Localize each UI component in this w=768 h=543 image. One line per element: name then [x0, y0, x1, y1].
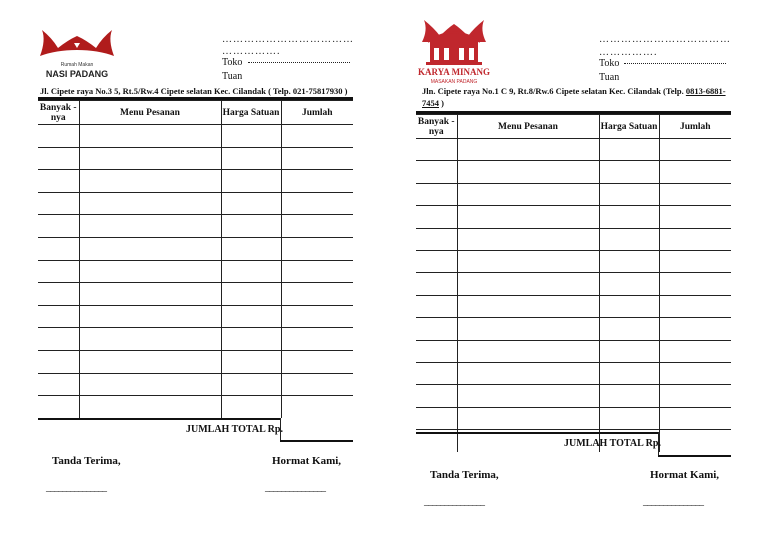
menu-cell[interactable] — [79, 350, 221, 373]
table-row — [416, 318, 731, 340]
amount-cell[interactable] — [281, 215, 353, 238]
qty-cell[interactable] — [416, 206, 457, 228]
tuan-label: Tuan — [599, 72, 620, 83]
table-row — [38, 125, 353, 148]
price-cell[interactable] — [599, 161, 659, 183]
toko-label: Toko — [599, 58, 620, 69]
logo-brand-text: KARYA MINANG — [418, 67, 490, 77]
amount-cell[interactable] — [659, 295, 731, 317]
amount-cell[interactable] — [659, 161, 731, 183]
price-cell[interactable] — [221, 237, 281, 260]
menu-cell[interactable] — [457, 273, 599, 295]
amount-cell[interactable] — [659, 430, 731, 452]
table-row — [38, 328, 353, 351]
menu-cell[interactable] — [79, 170, 221, 193]
price-cell[interactable] — [221, 350, 281, 373]
menu-cell[interactable] — [457, 385, 599, 407]
dotted-line-2: ……………. — [222, 46, 281, 57]
price-cell[interactable] — [599, 385, 659, 407]
price-cell[interactable] — [221, 125, 281, 148]
total-label: JUMLAH TOTAL Rp. — [186, 424, 283, 435]
price-cell[interactable] — [221, 396, 281, 419]
menu-cell[interactable] — [457, 407, 599, 429]
qty-cell[interactable] — [38, 215, 79, 238]
tuan-label: Tuan — [222, 71, 243, 82]
table-row — [416, 139, 731, 161]
signature-line-right[interactable]: _______________ — [265, 482, 325, 493]
price-cell[interactable] — [599, 139, 659, 161]
table-row — [38, 170, 353, 193]
menu-cell[interactable] — [79, 125, 221, 148]
menu-cell[interactable] — [457, 183, 599, 205]
menu-cell[interactable] — [79, 192, 221, 215]
menu-cell[interactable] — [457, 318, 599, 340]
table-row — [38, 192, 353, 215]
signature-line-left[interactable]: _______________ — [424, 496, 484, 507]
price-cell[interactable] — [599, 295, 659, 317]
col-menu: Menu Pesanan — [457, 115, 599, 139]
amount-cell[interactable] — [659, 228, 731, 250]
menu-cell[interactable] — [79, 305, 221, 328]
price-cell[interactable] — [221, 260, 281, 283]
menu-cell[interactable] — [457, 362, 599, 384]
address-line — [422, 86, 732, 96]
qty-cell[interactable] — [38, 305, 79, 328]
qty-cell[interactable] — [38, 147, 79, 170]
price-cell[interactable] — [221, 215, 281, 238]
table-row — [416, 340, 731, 362]
amount-cell[interactable] — [281, 305, 353, 328]
toko-label: Toko — [222, 57, 243, 68]
hormat-kami-label: Hormat Kami, — [650, 469, 720, 481]
signature-line-right[interactable]: _______________ — [643, 496, 703, 507]
qty-cell[interactable] — [38, 396, 79, 419]
address-text: Jln. Cipete raya No.1 C 9, Rt.8/Rw.6 Cipete selatan Kec. Cilandak (Telp. — [422, 86, 686, 96]
dotted-line-1: ……………………………… — [599, 34, 731, 45]
qty-cell[interactable] — [38, 170, 79, 193]
amount-cell[interactable] — [659, 407, 731, 429]
menu-cell[interactable] — [79, 328, 221, 351]
total-value-box[interactable] — [658, 432, 659, 455]
qty-cell[interactable] — [416, 340, 457, 362]
amount-cell[interactable] — [281, 328, 353, 351]
table-row — [38, 305, 353, 328]
col-menu: Menu Pesanan — [79, 101, 221, 125]
price-cell[interactable] — [221, 373, 281, 396]
col-banyak: Banyak -nya — [416, 115, 457, 139]
signature-line-left[interactable]: _______________ — [46, 482, 106, 493]
table-header-row — [38, 101, 353, 125]
table-row — [416, 295, 731, 317]
qty-cell[interactable] — [38, 260, 79, 283]
amount-cell[interactable] — [281, 350, 353, 373]
table-bottom-rule — [38, 418, 281, 420]
table-row — [416, 362, 731, 384]
qty-cell[interactable] — [416, 139, 457, 161]
table-row — [416, 183, 731, 205]
price-cell[interactable] — [599, 228, 659, 250]
menu-cell[interactable] — [457, 206, 599, 228]
toko-field-line[interactable] — [624, 63, 726, 65]
amount-cell[interactable] — [281, 396, 353, 419]
address-line-2 — [422, 98, 444, 108]
qty-cell[interactable] — [416, 161, 457, 183]
table-row — [416, 385, 731, 407]
menu-cell[interactable] — [457, 340, 599, 362]
table-row — [38, 373, 353, 396]
dotted-line-2: ……………. — [599, 47, 658, 58]
total-underline — [658, 455, 731, 457]
qty-cell[interactable] — [38, 125, 79, 148]
qty-cell[interactable] — [38, 192, 79, 215]
col-jumlah: Jumlah — [659, 115, 731, 139]
amount-cell[interactable] — [659, 385, 731, 407]
phone-part-2: 7454 — [422, 98, 439, 108]
amount-cell[interactable] — [659, 318, 731, 340]
amount-cell[interactable] — [281, 373, 353, 396]
amount-cell[interactable] — [659, 340, 731, 362]
price-cell[interactable] — [599, 340, 659, 362]
total-value-box[interactable] — [280, 418, 281, 440]
qty-cell[interactable] — [416, 250, 457, 272]
menu-cell[interactable] — [457, 250, 599, 272]
amount-cell[interactable] — [659, 139, 731, 161]
qty-cell[interactable] — [416, 228, 457, 250]
menu-cell[interactable] — [79, 215, 221, 238]
price-cell[interactable] — [221, 147, 281, 170]
price-cell[interactable] — [221, 328, 281, 351]
price-cell[interactable] — [221, 170, 281, 193]
order-table — [416, 114, 731, 452]
address-close: ) — [439, 98, 444, 108]
menu-cell[interactable] — [457, 228, 599, 250]
amount-cell[interactable] — [281, 192, 353, 215]
table-row — [416, 161, 731, 183]
phone-part-1: 0813-6881- — [685, 86, 726, 96]
address-line: Jl. Cipete raya No.3 5, Rt.5/Rw.4 Cipete selatan Kec. Cilandak ( Telp. 021-75817930 ) — [40, 86, 348, 96]
price-cell[interactable] — [221, 192, 281, 215]
total-underline — [280, 440, 353, 442]
qty-cell[interactable] — [38, 283, 79, 306]
col-banyak: Banyak -nya — [38, 101, 79, 125]
tanda-terima-label: Tanda Terima, — [430, 469, 499, 481]
col-jumlah: Jumlah — [281, 101, 353, 125]
karya-minang-logo — [418, 18, 490, 86]
menu-cell[interactable] — [79, 260, 221, 283]
qty-cell[interactable] — [416, 273, 457, 295]
price-cell[interactable] — [599, 362, 659, 384]
amount-cell[interactable] — [659, 183, 731, 205]
qty-cell[interactable] — [38, 373, 79, 396]
amount-cell[interactable] — [659, 250, 731, 272]
table-row — [38, 147, 353, 170]
amount-cell[interactable] — [281, 260, 353, 283]
table-row — [416, 206, 731, 228]
total-label: JUMLAH TOTAL Rp. — [564, 438, 661, 449]
table-row — [38, 396, 353, 419]
amount-cell[interactable] — [659, 362, 731, 384]
price-cell[interactable] — [599, 407, 659, 429]
table-row — [38, 260, 353, 283]
price-cell[interactable] — [599, 206, 659, 228]
price-cell[interactable] — [221, 283, 281, 306]
table-row — [38, 215, 353, 238]
amount-cell[interactable] — [281, 283, 353, 306]
order-table — [38, 100, 353, 418]
price-cell[interactable] — [599, 250, 659, 272]
logo-small-text: Rumah Makan — [60, 62, 94, 68]
menu-cell[interactable] — [457, 139, 599, 161]
qty-cell[interactable] — [38, 350, 79, 373]
logo-brand-text: NASI PADANG — [45, 69, 109, 79]
toko-field-line[interactable] — [248, 62, 350, 64]
table-row — [38, 283, 353, 306]
amount-cell[interactable] — [281, 170, 353, 193]
table-row — [416, 273, 731, 295]
qty-cell[interactable] — [416, 407, 457, 429]
menu-cell[interactable] — [457, 295, 599, 317]
menu-cell[interactable] — [79, 396, 221, 419]
qty-cell[interactable] — [38, 328, 79, 351]
amount-cell[interactable] — [281, 125, 353, 148]
qty-cell[interactable] — [416, 362, 457, 384]
table-row — [416, 250, 731, 272]
col-harga: Harga Satuan — [221, 101, 281, 125]
price-cell[interactable] — [599, 273, 659, 295]
price-cell[interactable] — [221, 305, 281, 328]
qty-cell[interactable] — [38, 237, 79, 260]
amount-cell[interactable] — [659, 206, 731, 228]
table-row — [38, 350, 353, 373]
qty-cell[interactable] — [416, 295, 457, 317]
amount-cell[interactable] — [281, 237, 353, 260]
table-row — [416, 228, 731, 250]
col-harga: Harga Satuan — [599, 115, 659, 139]
menu-cell[interactable] — [457, 161, 599, 183]
qty-cell[interactable] — [416, 318, 457, 340]
qty-cell[interactable] — [416, 385, 457, 407]
amount-cell[interactable] — [281, 147, 353, 170]
hormat-kami-label: Hormat Kami, — [272, 455, 342, 467]
table-row — [38, 237, 353, 260]
tanda-terima-label: Tanda Terima, — [52, 455, 121, 467]
table-header-row — [416, 115, 731, 139]
qty-cell[interactable] — [416, 183, 457, 205]
nasi-padang-logo — [38, 26, 116, 84]
table-bottom-rule — [416, 432, 659, 434]
amount-cell[interactable] — [659, 273, 731, 295]
menu-cell[interactable] — [79, 147, 221, 170]
menu-cell[interactable] — [79, 283, 221, 306]
price-cell[interactable] — [599, 318, 659, 340]
menu-cell[interactable] — [79, 373, 221, 396]
logo-sub-text: MASAKAN PADANG — [430, 79, 478, 85]
price-cell[interactable] — [599, 183, 659, 205]
menu-cell[interactable] — [79, 237, 221, 260]
dotted-line-1: ……………………………… — [222, 34, 354, 45]
table-row — [416, 407, 731, 429]
